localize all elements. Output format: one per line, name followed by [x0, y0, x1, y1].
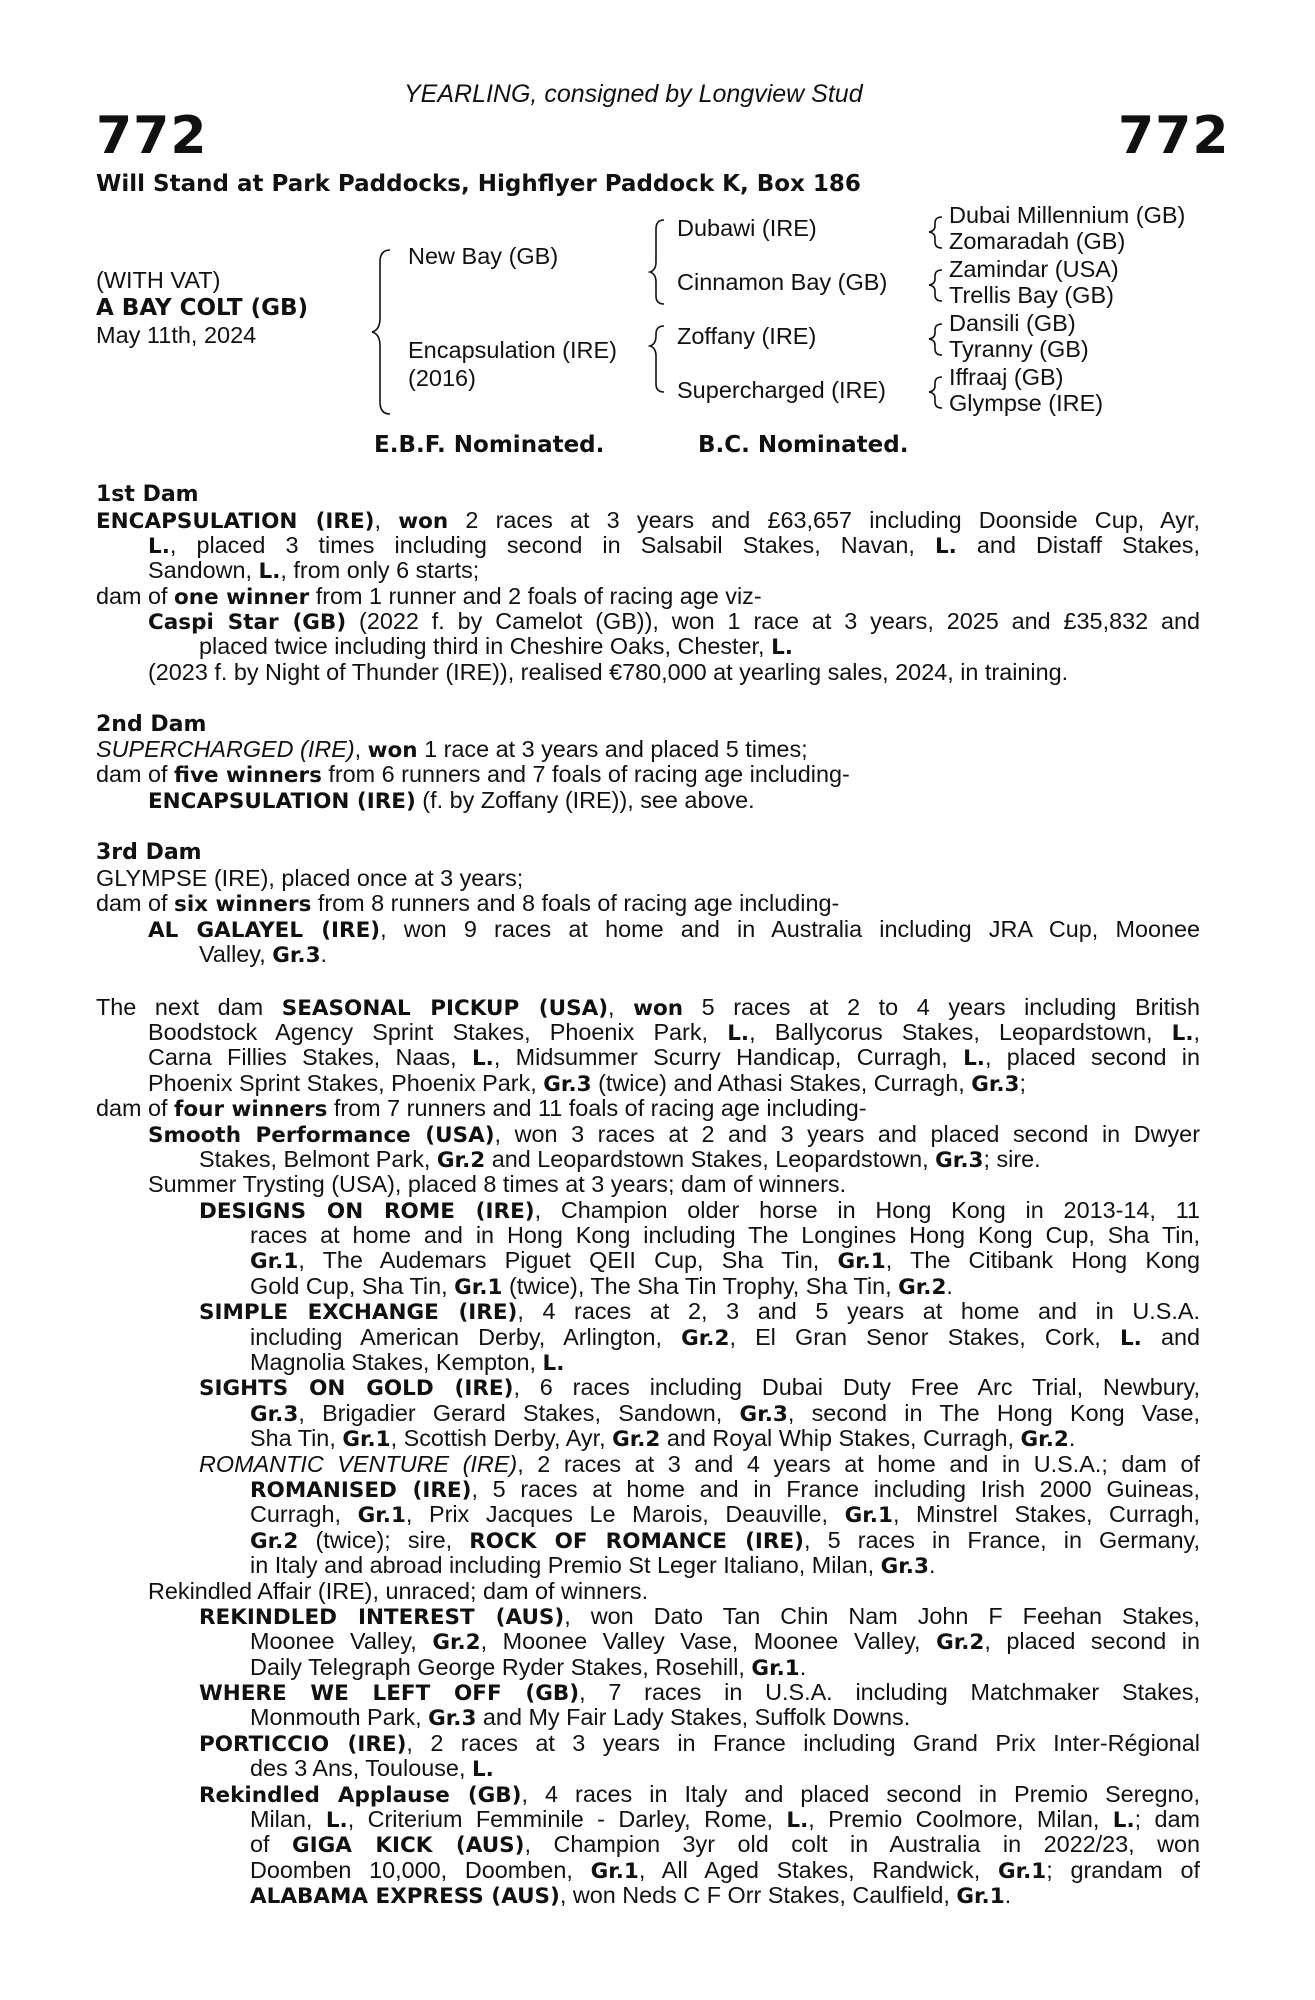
pedigree-sire: New Bay (GB) [408, 243, 559, 269]
text-line: including American Derby, Arlington, Gr.2, El Gran Senor Stakes, Cork, L. and [250, 1324, 1201, 1351]
text-line: Doomben 10,000, Doomben, Gr.1, All Aged Stakes, Randwick, Gr.1; grandam of [250, 1857, 1201, 1884]
text-line: Sha Tin, Gr.1, Scottish Derby, Ayr, Gr.2 and Royal Whip Stakes, Curragh, Gr.2. [250, 1425, 1076, 1452]
brace-supercharged [929, 377, 942, 408]
text-line: PORTICCIO (IRE), 2 races at 3 years in France including Grand Prix Inter-Régional [199, 1730, 1200, 1757]
pedigree-gen3-8: Glympse (IRE) [949, 390, 1104, 416]
text-line: REKINDLED INTEREST (AUS), won Dato Tan Chin Nam John F Feehan Stakes, [199, 1603, 1201, 1630]
brace-sire [650, 220, 664, 304]
text-line: Moonee Valley, Gr.2, Moonee Valley Vase, Moonee Valley, Gr.2, placed second in [250, 1628, 1200, 1655]
vat-note: (WITH VAT) [96, 267, 221, 293]
pedigree-dam: Encapsulation (IRE) [408, 337, 617, 363]
text-line: L., placed 3 times including second in Salsabil Stakes, Navan, L. and Distaff Stakes, [148, 532, 1200, 559]
text-line: Phoenix Sprint Stakes, Phoenix Park, Gr.3 (twice) and Athasi Stakes, Curragh, Gr.3; [148, 1070, 1027, 1097]
bc-nomination: B.C. Nominated. [698, 432, 909, 458]
text-line: Daily Telegraph George Ryder Stakes, Rosehill, Gr.1. [250, 1654, 807, 1681]
text-line: ROMANISED (IRE), 5 races at home and in France including Irish 2000 Guineas, [250, 1476, 1200, 1503]
text-line: Milan, L., Criterium Femminile - Darley, Rome, L., Premio Coolmore, Milan, L.; dam [250, 1806, 1201, 1833]
text-line: The next dam SEASONAL PICKUP (USA), won 5 races at 2 to 4 years including British [96, 994, 1200, 1021]
pedigree-sire-sire: Dubawi (IRE) [677, 215, 817, 241]
text-line: SUPERCHARGED (IRE), won 1 race at 3 years and placed 5 times; [96, 736, 808, 763]
text-line: AL GALAYEL (IRE), won 9 races at home and in Australia including JRA Cup, Moonee [148, 916, 1200, 943]
pedigree-gen3-1: Dubai Millennium (GB) [949, 202, 1186, 228]
lot-number-right: 772 [1118, 106, 1230, 166]
text-line: Monmouth Park, Gr.3 and My Fair Lady Stakes, Suffolk Downs. [250, 1704, 911, 1731]
text-line: SIGHTS ON GOLD (IRE), 6 races including Dubai Duty Free Arc Trial, Newbury, [199, 1374, 1200, 1401]
brace-gen1 [372, 250, 390, 414]
text-line: Boodstock Agency Sprint Stakes, Phoenix Park, L., Ballycorus Stakes, Leopardstown, L., [148, 1019, 1200, 1046]
second-dam-heading: 2nd Dam [96, 712, 207, 737]
text-line: SIMPLE EXCHANGE (IRE), 4 races at 2, 3 and 5 years at home and in U.S.A. [199, 1298, 1200, 1325]
text-line: (2023 f. by Night of Thunder (IRE)), realised €780,000 at yearling sales, 2024, in training. [148, 659, 1069, 685]
text-line: ALABAMA EXPRESS (AUS), won Neds C F Orr Stakes, Caulfield, Gr.1. [250, 1882, 1012, 1909]
text-line: WHERE WE LEFT OFF (GB), 7 races in U.S.A. including Matchmaker Stakes, [199, 1679, 1200, 1706]
pedigree-dam-sire: Zoffany (IRE) [677, 323, 817, 349]
pedigree-dam-year: (2016) [408, 365, 476, 391]
text-line: dam of one winner from 1 runner and 2 foals of racing age viz- [96, 583, 762, 610]
pedigree-dam-dam: Supercharged (IRE) [677, 377, 886, 403]
text-line: ENCAPSULATION (IRE), won 2 races at 3 years and £63,657 including Doonside Cup, Ayr, [96, 507, 1200, 534]
text-line: Valley, Gr.3. [199, 941, 328, 968]
first-dam-heading: 1st Dam [96, 482, 199, 507]
horse-name: A BAY COLT (GB) [96, 295, 309, 321]
text-line: Curragh, Gr.1, Prix Jacques Le Marois, Deauville, Gr.1, Minstrel Stakes, Curragh, [250, 1501, 1201, 1528]
text-line: Rekindled Applause (GB), 4 races in Italy and placed second in Premio Seregno, [199, 1781, 1201, 1808]
text-line: Summer Trysting (USA), placed 8 times at 3 years; dam of winners. [148, 1171, 847, 1197]
consignor-line: YEARLING, consigned by Longview Stud [404, 80, 863, 108]
foaling-date: May 11th, 2024 [96, 322, 257, 348]
stand-location: Will Stand at Park Paddocks, Highflyer Paddock K, Box 186 [96, 171, 861, 197]
text-line: Gr.2 (twice); sire, ROCK OF ROMANCE (IRE), 5 races in France, in Germany, [250, 1527, 1201, 1554]
brace-cinnamon [929, 270, 942, 301]
pedigree-gen3-6: Tyranny (GB) [949, 336, 1089, 362]
brace-dubawi [929, 217, 942, 248]
text-line: Smooth Performance (USA), won 3 races at 2 and 3 years and placed second in Dwyer [148, 1121, 1200, 1148]
pedigree-gen3-2: Zomaradah (GB) [949, 228, 1126, 254]
text-line: dam of five winners from 6 runners and 7 foals of racing age including- [96, 761, 850, 788]
ebf-nomination: E.B.F. Nominated. [374, 432, 605, 458]
text-line: dam of six winners from 8 runners and 8 foals of racing age including- [96, 890, 840, 917]
third-dam-heading: 3rd Dam [96, 840, 202, 865]
pedigree-gen3-7: Iffraaj (GB) [949, 364, 1064, 390]
text-line: Carna Fillies Stakes, Naas, L., Midsummer Scurry Handicap, Curragh, L., placed second in [148, 1044, 1201, 1071]
text-line: Magnolia Stakes, Kempton, L. [250, 1349, 565, 1376]
text-line: GLYMPSE (IRE), placed once at 3 years; [96, 865, 524, 891]
text-line: DESIGNS ON ROME (IRE), Champion older horse in Hong Kong in 2013-14, 11 [199, 1197, 1200, 1224]
text-line: Rekindled Affair (IRE), unraced; dam of winners. [148, 1578, 649, 1604]
text-line: in Italy and abroad including Premio St Leger Italiano, Milan, Gr.3. [250, 1552, 936, 1579]
pedigree-gen3-5: Dansili (GB) [949, 310, 1076, 336]
text-line: ENCAPSULATION (IRE) (f. by Zoffany (IRE)), see above. [148, 787, 755, 814]
brace-dam [650, 326, 664, 392]
text-line: des 3 Ans, Toulouse, L. [250, 1755, 494, 1782]
text-line: Gr.3, Brigadier Gerard Stakes, Sandown, Gr.3, second in The Hong Kong Vase, [250, 1400, 1201, 1427]
text-line: Caspi Star (GB) (2022 f. by Camelot (GB)), won 1 race at 3 years, 2025 and £35,832 and [148, 608, 1201, 635]
text-line: Gr.1, The Audemars Piguet QEII Cup, Sha Tin, Gr.1, The Citibank Hong Kong [250, 1247, 1200, 1274]
text-line: placed twice including third in Cheshire Oaks, Chester, L. [199, 633, 793, 660]
text-line: of GIGA KICK (AUS), Champion 3yr old colt in Australia in 2022/23, won [250, 1831, 1201, 1858]
text-line: Sandown, L., from only 6 starts; [148, 557, 480, 584]
pedigree-gen3-4: Trellis Bay (GB) [949, 282, 1114, 308]
text-line: Stakes, Belmont Park, Gr.2 and Leopardstown Stakes, Leopardstown, Gr.3; sire. [199, 1146, 1041, 1173]
text-line: ROMANTIC VENTURE (IRE), 2 races at 3 and 4 years at home and in U.S.A.; dam of [199, 1451, 1200, 1477]
pedigree-sire-dam: Cinnamon Bay (GB) [677, 269, 888, 295]
pedigree-gen3-3: Zamindar (USA) [949, 256, 1119, 282]
brace-zoffany [929, 324, 942, 355]
text-line: races at home and in Hong Kong including The Longines Hong Kong Cup, Sha Tin, [250, 1222, 1200, 1248]
lot-number-left: 772 [96, 106, 208, 166]
text-line: Gold Cup, Sha Tin, Gr.1 (twice), The Sha Tin Trophy, Sha Tin, Gr.2. [250, 1273, 953, 1300]
text-line: dam of four winners from 7 runners and 11 foals of racing age including- [96, 1095, 867, 1122]
